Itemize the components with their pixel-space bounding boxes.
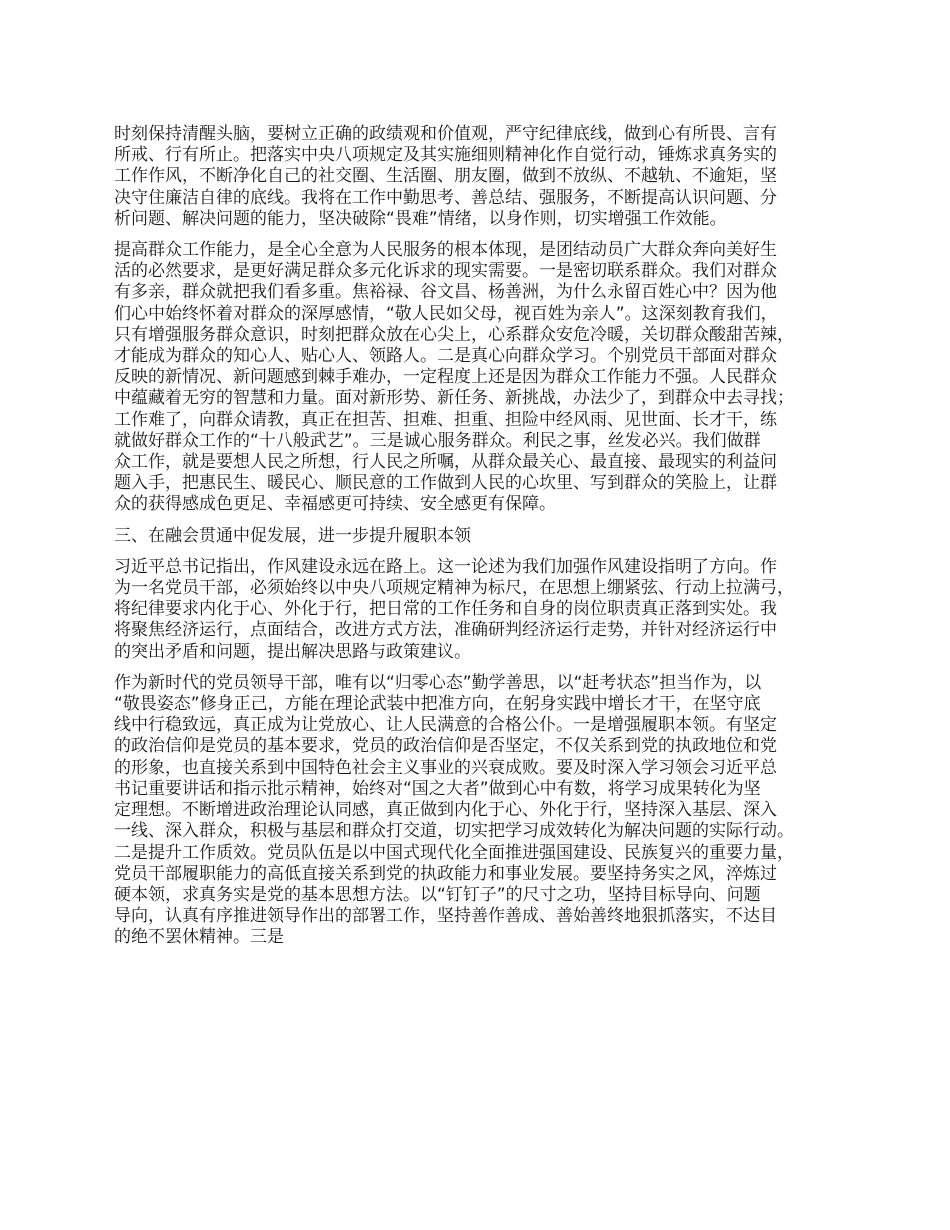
text-line: 将聚焦经济运行，点面结合，改进方式方法，准确研判经济运行走势，并针对经济运行中: [114, 620, 777, 641]
text-line: 定理想。不断增进政治理论认同感，真正做到内化于心、外化于行，坚持深入基层、深入: [114, 800, 777, 821]
text-line: 党员干部履职能力的高低直接关系到党的执政能力和事业发展。要坚持务实之风，淬炼过: [114, 863, 777, 884]
text-line: 活的必然要求，是更好满足群众多元化诉求的现实需要。一是密切联系群众。我们对群众: [114, 261, 777, 282]
text-line: 一线、深入群众，积极与基层和群众打交道，切实把学习成效转化为解决问题的实际行动。: [114, 821, 794, 842]
text-line: 所戒、行有所止。把落实中央八项规定及其实施细则精神化作自觉行动，锤炼求真务实的: [114, 145, 777, 166]
text-line: 二是提升工作质效。党员队伍是以中国式现代化全面推进强国建设、民族复兴的重要力量，: [114, 842, 794, 863]
document-body: [114, 124, 856, 959]
paragraph-leadership: [114, 673, 856, 949]
paragraph-discipline: [114, 124, 856, 230]
text-line: 们心中始终怀着对群众的深厚感情，“敬人民如父母，视百姓为亲人”。这深刻教育我们，: [114, 303, 778, 324]
text-line: 的政治信仰是党员的基本要求，党员的政治信仰是否坚定，不仅关系到党的执政地位和党: [114, 736, 777, 757]
text-line: 就做好群众工作的“十八般武艺”。三是诚心服务群众。利民之事，丝发必兴。我们做群: [114, 430, 761, 451]
text-line: 习近平总书记指出，作风建设永远在路上。这一论述为我们加强作风建设指明了方向。作: [114, 556, 777, 577]
text-line: 线中行稳致远，真正成为让党放心、让人民满意的合格公仆。一是增强履职本领。有坚定: [114, 715, 777, 736]
text-line: 工作作风，不断净化自己的社交圈、生活圈、朋友圈，做到不放纵、不越轨、不逾矩，坚: [114, 166, 777, 187]
text-line: 中蕴藏着无穷的智慧和力量。面对新形势、新任务、新挑战，办法少了，到群众中去寻找；: [114, 388, 794, 409]
text-line: 才能成为群众的知心人、贴心人、领路人。二是真心向群众学习。个别党员干部面对群众: [114, 346, 777, 367]
text-line: 的绝不罢休精神。三是: [114, 927, 284, 948]
text-line: 只有增强服务群众意识，时刻把群众放在心尖上，心系群众安危冷暖，关切群众酸甜苦辣，: [114, 324, 794, 345]
paragraph-mass-work: [114, 240, 856, 516]
text-line: “敬畏姿态”修身正己，方能在理论武装中把准方向，在躬身实践中增长才干，在坚守底: [114, 694, 761, 715]
text-line: 题入手，把惠民生、暖民心、顺民意的工作做到人民的心坎里、写到群众的笑脸上，让群: [114, 473, 777, 494]
text-line: 工作难了，向群众请教，真正在担苦、担难、担重、担险中经风雨、见世面、长才干，练: [114, 409, 777, 430]
text-line: 众的获得感成色更足、幸福感更可持续、安全感更有保障。: [114, 494, 556, 515]
heading-text: 三、在融会贯通中促发展，进一步提升履职本领: [114, 525, 471, 546]
text-line: 析问题、解决问题的能力，坚决破除“畏难”情绪，以身作则，切实增强工作效能。: [114, 208, 727, 229]
text-line: 有多亲，群众就把我们看多重。焦裕禄、谷文昌、杨善洲，为什么永留百姓心中？因为他: [114, 282, 777, 303]
section-heading: [114, 526, 856, 547]
text-line: 作为新时代的党员领导干部，唯有以“归零心态”勤学善思，以“赶考状态”担当作为，以: [114, 672, 762, 693]
text-line: 反映的新情况、新问题感到棘手难办，一定程度上还是因为群众工作能力不强。人民群众: [114, 367, 777, 388]
text-line: 书记重要讲话和指示批示精神，始终对“国之大者”做到心中有数，将学习成果转化为坚: [114, 778, 761, 799]
text-line: 硬本领，求真务实是党的基本思想方法。以“钉钉子”的尺寸之功，坚持目标导向、问题: [114, 884, 761, 905]
text-line: 的形象，也直接关系到中国特色社会主义事业的兴衰成败。要及时深入学习领会习近平总: [114, 757, 777, 778]
paragraph-work-style: [114, 557, 856, 663]
text-line: 提高群众工作能力，是全心全意为人民服务的根本体现，是团结动员广大群众奔向美好生: [114, 240, 777, 261]
text-line: 时刻保持清醒头脑，要树立正确的政绩观和价值观，严守纪律底线，做到心有所畏、言有: [114, 124, 777, 144]
text-line: 将纪律要求内化于心、外化于行，把日常的工作任务和自身的岗位职责真正落到实处。我: [114, 599, 777, 620]
text-line: 的突出矛盾和问题，提出解决思路与政策建议。: [114, 641, 471, 662]
text-line: 决守住廉洁自律的底线。我将在工作中勤思考、善总结、强服务，不断提高认识问题、分: [114, 187, 777, 208]
text-line: 众工作，就是要想人民之所想，行人民之所嘱，从群众最关心、最直接、最现实的利益问: [114, 452, 777, 473]
text-line: 导向，认真有序推进领导作出的部署工作，坚持善作善成、善始善终地狠抓落实，不达目: [114, 906, 777, 927]
text-line: 为一名党员干部，必须始终以中央八项规定精神为标尺，在思想上绷紧弦、行动上拉满弓，: [114, 578, 794, 599]
